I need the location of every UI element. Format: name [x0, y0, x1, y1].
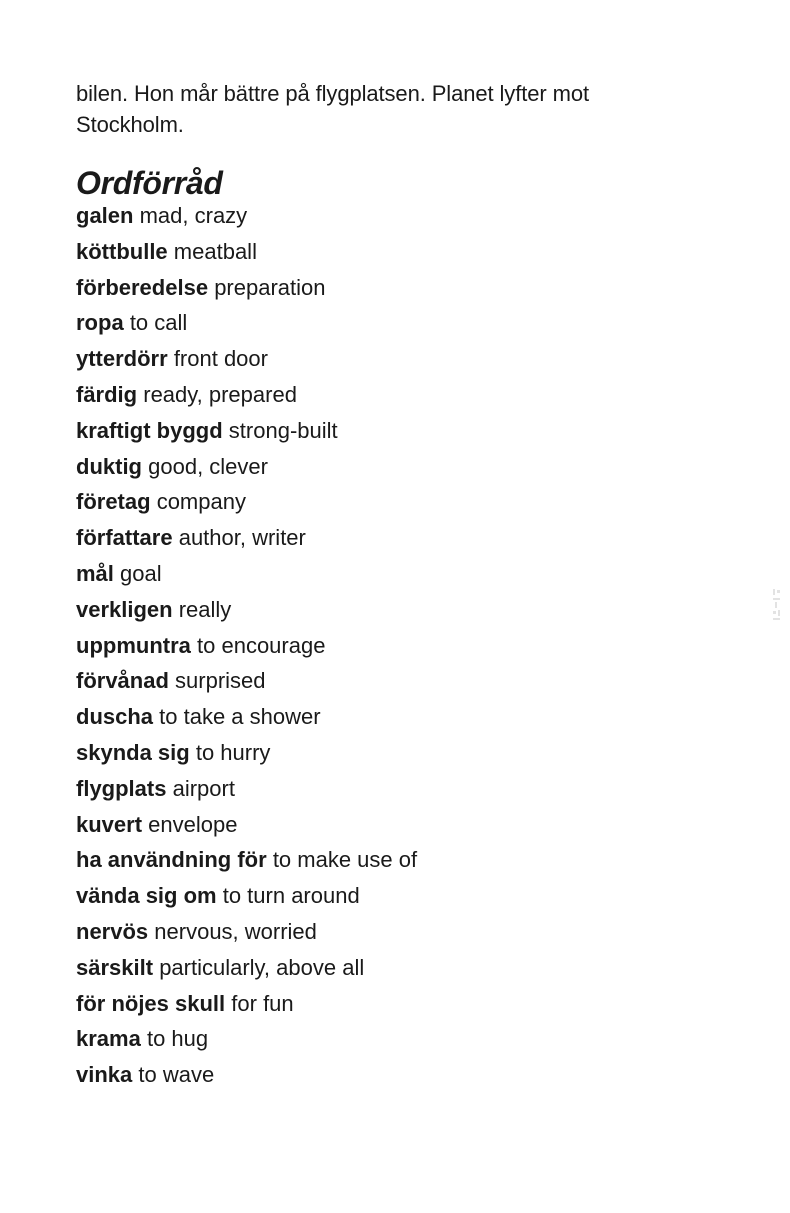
vocabulary-term: flygplats	[76, 775, 167, 801]
vocabulary-item	[76, 986, 716, 1022]
vocabulary-item	[76, 592, 716, 628]
vocabulary-term: vinka	[76, 1062, 133, 1088]
vocabulary-item	[76, 914, 716, 950]
vocabulary-term: duktig	[76, 453, 142, 479]
vocabulary-definition: envelope	[148, 811, 238, 837]
vocabulary-definition: mad, crazy	[139, 203, 248, 228]
vocabulary-item	[76, 556, 716, 592]
vocabulary-item	[76, 341, 716, 377]
watermark-mark	[772, 588, 782, 624]
vocabulary-definition: front door	[173, 346, 268, 372]
vocabulary-term: vända sig om	[76, 883, 217, 909]
vocabulary-term: förvånad	[76, 668, 169, 694]
vocabulary-term: skynda sig	[76, 739, 190, 765]
vocabulary-term: duscha	[76, 704, 154, 730]
vocabulary-term: särskilt	[76, 954, 154, 980]
vocabulary-term: nervös	[76, 918, 149, 944]
vocabulary-term: mål	[76, 560, 114, 586]
vocabulary-definition: to call	[129, 310, 188, 336]
vocabulary-item	[76, 663, 716, 699]
vocabulary-list	[76, 198, 716, 1093]
vocabulary-definition: goal	[120, 560, 162, 586]
page-content	[76, 78, 716, 1093]
vocabulary-definition: to hug	[146, 1026, 209, 1052]
vocabulary-term: uppmuntra	[76, 632, 191, 658]
vocabulary-item	[76, 878, 716, 914]
vocabulary-definition: to hurry	[195, 739, 271, 765]
vocabulary-item	[76, 234, 716, 270]
vocabulary-item	[76, 377, 716, 413]
vocabulary-definition: strong-built	[228, 417, 338, 443]
vocabulary-term: företag	[76, 489, 151, 515]
section-title: Ordförråd	[76, 165, 223, 201]
vocabulary-definition: author, writer	[178, 525, 306, 551]
vocabulary-term: ropa	[76, 310, 124, 336]
vocabulary-term: färdig	[76, 381, 138, 407]
vocabulary-definition: to encourage	[197, 632, 326, 658]
vocabulary-term: köttbulle	[76, 238, 168, 264]
vocabulary-term: galen	[76, 203, 134, 228]
vocabulary-item	[76, 1021, 716, 1057]
vocabulary-definition: airport	[172, 775, 235, 801]
vocabulary-definition: to make use of	[272, 847, 418, 873]
vocabulary-item	[76, 950, 716, 986]
vocabulary-definition: nervous, worried	[154, 918, 317, 944]
vocabulary-item	[76, 449, 716, 485]
vocabulary-definition: particularly, above all	[159, 954, 365, 980]
vocabulary-item	[76, 842, 716, 878]
vocabulary-term: författare	[76, 525, 173, 551]
vocabulary-definition: good, clever	[148, 453, 268, 479]
vocabulary-item	[76, 628, 716, 664]
vocabulary-item	[76, 413, 716, 449]
intro-line-1: bilen. Hon mår bättre på flygplatsen. Planet lyfter mot	[76, 81, 589, 106]
vocabulary-item	[76, 1057, 716, 1093]
vocabulary-definition: company	[156, 489, 246, 515]
vocabulary-item	[76, 771, 716, 807]
vocabulary-definition: preparation	[214, 274, 326, 300]
intro-line-2: Stockholm.	[76, 112, 184, 137]
intro-paragraph	[76, 78, 716, 140]
vocabulary-term: verkligen	[76, 596, 173, 622]
vocabulary-term: för nöjes skull	[76, 990, 226, 1016]
vocabulary-item	[76, 484, 716, 520]
vocabulary-item	[76, 699, 716, 735]
vocabulary-term: förberedelse	[76, 274, 209, 300]
vocabulary-term: kuvert	[76, 811, 143, 837]
vocabulary-definition: ready, prepared	[143, 381, 297, 407]
vocabulary-definition: to wave	[138, 1062, 215, 1088]
vocabulary-definition: to turn around	[222, 883, 360, 909]
vocabulary-definition: meatball	[173, 238, 257, 264]
vocabulary-item	[76, 735, 716, 771]
vocabulary-item	[76, 198, 716, 234]
vocabulary-definition: to take a shower	[159, 704, 321, 730]
vocabulary-item	[76, 270, 716, 306]
vocabulary-definition: surprised	[175, 668, 266, 694]
vocabulary-term: ha användning för	[76, 847, 267, 873]
vocabulary-item	[76, 807, 716, 843]
vocabulary-term: kraftigt byggd	[76, 417, 223, 443]
vocabulary-item	[76, 520, 716, 556]
vocabulary-definition: for fun	[231, 990, 294, 1016]
vocabulary-term: ytterdörr	[76, 346, 168, 372]
vocabulary-definition: really	[178, 596, 232, 622]
vocabulary-term: krama	[76, 1026, 141, 1052]
vocabulary-item	[76, 305, 716, 341]
